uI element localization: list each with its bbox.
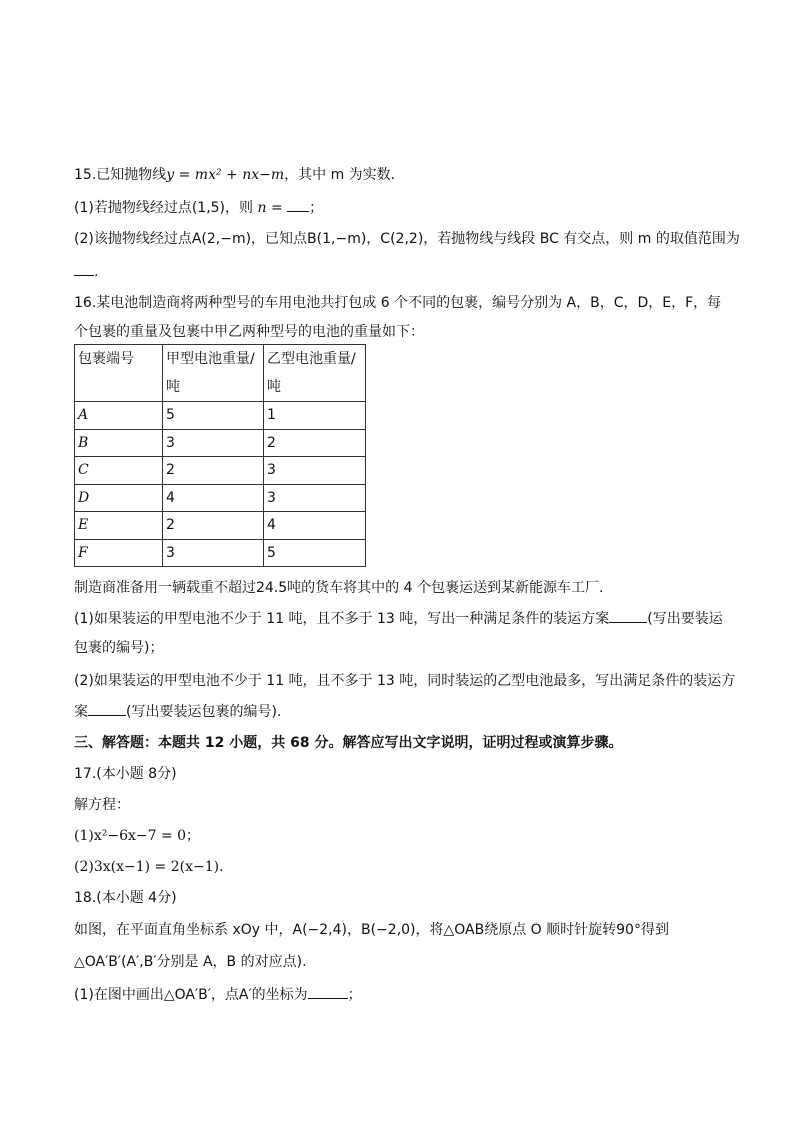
q18-part1 [74,984,362,1005]
answer-blank[interactable] [74,261,94,276]
package-table [74,344,366,567]
q18-part1-text: (1)在图中画出△OA′B′，点A′的坐标为 [74,987,308,1003]
table-header-cell [75,345,163,402]
answer-blank[interactable] [308,984,348,999]
q16-part1-note: (写出要装运 [647,611,723,627]
table-header-cell [264,345,366,402]
q16-part1-cont: 包裹的编号)； [74,640,164,656]
header-id-label: 包裹端号 [78,351,134,367]
q15-part1-prefix: (1)若抛物线经过点(1,5)，则 [74,200,254,216]
q16-part1-text: (1)如果装运的甲型电池不少于 11 吨，且不多于 13 吨，写出一种满足条件的装运方案 [74,611,610,627]
table-cell: 3 [264,484,366,512]
header-jia-unit: 吨 [166,379,180,395]
table-cell: 5 [163,402,264,430]
table-cell: 2 [163,512,264,540]
q18-part1-suffix: ； [347,987,362,1003]
q15-stem-prefix: 15.已知抛物线 [74,167,167,183]
q17-intro: 解方程： [74,797,130,813]
table-row [75,539,366,567]
answer-blank[interactable] [287,197,309,212]
table-cell: 3 [163,539,264,567]
q16-line1: 16.某电池制造商将两种型号的车用电池共打包成 6 个不同的包裹，编号分别为 A，B，C，D，E，F，每 [74,295,722,311]
q18-line1: 如图，在平面直角坐标系 xOy 中，A(−2,4)，B(−2,0)，将△OAB绕原点 O 顺时针旋转90°得到 [74,922,669,938]
q18-line2: △OA′B′(A′,B′分别是 A，B 的对应点). [74,954,307,970]
q16-part2-cont [74,701,281,722]
q15-part2 [74,229,740,249]
table-cell: 3 [163,429,264,457]
q15-part1 [74,197,323,218]
q16-condition: 制造商准备用一辆载重不超过24.5吨的货车将其中的 4 个包裹运送到某新能源车工厂. [74,580,604,596]
table-row [75,484,366,512]
header-jia-label: 甲型电池重量/ [166,351,255,367]
q16-line2: 个包裹的重量及包裹中甲乙两种型号的电池的重量如下： [74,324,424,340]
table-cell: 2 [163,457,264,485]
answer-blank[interactable] [88,701,126,716]
q15-part2-text: (2)该抛物线经过点A(2,−m)，已知点B(1,−m)，C(2,2)，若抛物线与线段 BC 有交点，则 m 的取值范围为 [74,231,740,247]
table-row [75,402,366,430]
q15-part1-suffix: ； [309,200,324,216]
table-cell: C [75,457,163,485]
table-row [75,457,366,485]
answer-blank[interactable] [609,608,647,623]
q17-part2: (2)3x(x−1) = 2(x−1). [74,859,224,875]
q16-part2-prefix: 案 [74,704,88,720]
q15-stem-suffix: ，其中 m 为实数. [284,167,396,183]
table-cell: 5 [264,539,366,567]
table-cell: 4 [264,512,366,540]
q16-part1 [74,608,723,629]
q15-part2-period: . [94,264,99,280]
q15-formula: y = mx² + nx−m [166,167,285,183]
table-row [75,512,366,540]
table-row [75,429,366,457]
q17-title: 17.(本小题 8分) [74,766,177,782]
q15-stem [74,165,395,185]
header-yi-label: 乙型电池重量/ [267,351,356,367]
table-cell: 3 [264,457,366,485]
q16-part2-note: (写出要装运包裹的编号). [126,704,282,720]
q15-part2-end [74,261,98,282]
q18-title: 18.(本小题 4分) [74,890,177,906]
q15-part1-formula: n = [257,200,283,216]
table-header-row [75,345,366,402]
table-cell: 1 [264,402,366,430]
table-cell: E [75,512,163,540]
section-heading: 三、解答题：本题共 12 小题，共 68 分。解答应写出文字说明，证明过程或演算步骤。 [74,735,623,751]
q16-part2: (2)如果装运的甲型电池不少于 11 吨，且不多于 13 吨，同时装运的乙型电池最多，写出满足条件的装运方 [74,673,736,689]
table-cell: 2 [264,429,366,457]
table-cell: 4 [163,484,264,512]
table-cell: D [75,484,163,512]
table-cell: A [75,402,163,430]
table-header-cell [163,345,264,402]
header-yi-unit: 吨 [267,379,281,395]
table-cell: B [75,429,163,457]
table-cell: F [75,539,163,567]
q17-part1: (1)x²−6x−7 = 0； [74,828,201,844]
